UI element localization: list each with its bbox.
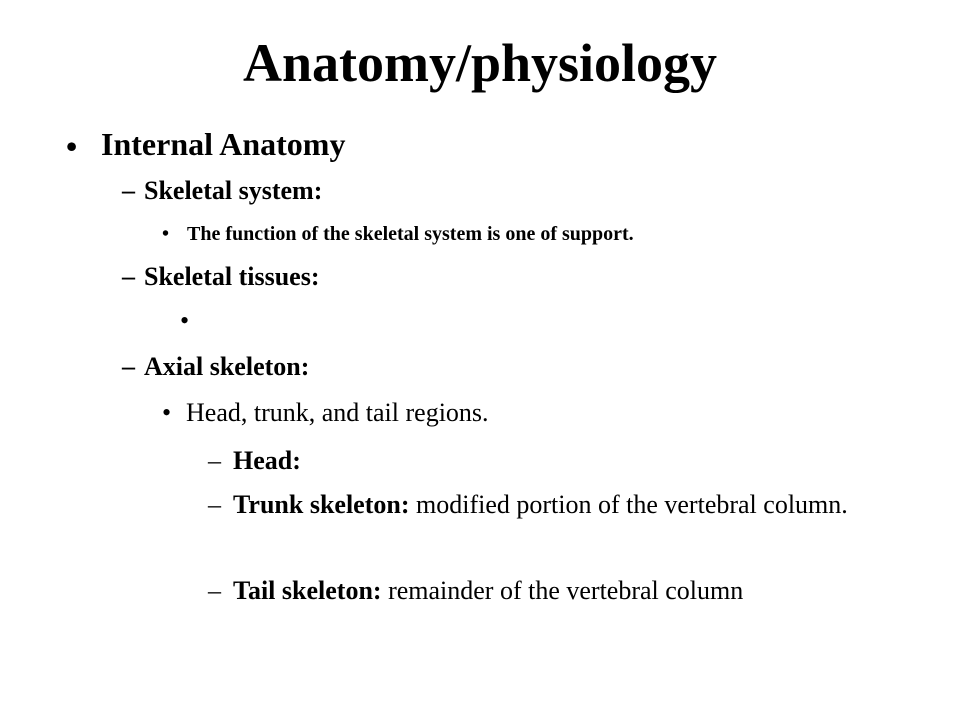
trunk-skeleton-item xyxy=(233,490,893,520)
tail-skeleton-text: remainder of the vertebral column xyxy=(381,576,744,605)
skeletal-system-heading: Skeletal system: xyxy=(144,176,323,205)
skeletal-tissues-heading: Skeletal tissues: xyxy=(144,262,320,291)
section-heading: Internal Anatomy xyxy=(101,126,346,162)
axial-skeleton-heading: Axial skeleton: xyxy=(144,352,310,381)
head-item xyxy=(233,446,301,476)
skeletal-function-text: The function of the skeletal system is one of support. xyxy=(187,223,634,245)
head-label: Head: xyxy=(233,446,301,475)
dash-marker: – xyxy=(208,490,221,519)
dash-marker: – xyxy=(122,352,135,381)
trunk-skeleton-label: Trunk skeleton: xyxy=(233,490,410,519)
dash-marker: – xyxy=(208,446,221,475)
trunk-skeleton-text: modified portion of the vertebral column. xyxy=(409,490,848,519)
bullet-marker: • xyxy=(162,223,170,245)
axial-regions-text: Head, trunk, and tail regions. xyxy=(186,398,489,427)
dash-marker: – xyxy=(122,262,135,291)
bullet-marker: • xyxy=(162,398,172,427)
dash-marker: – xyxy=(122,176,135,205)
dash-marker: – xyxy=(208,576,221,605)
bullet-marker: • xyxy=(66,128,78,164)
tail-skeleton-item xyxy=(233,576,743,606)
tail-skeleton-label: Tail skeleton: xyxy=(233,576,382,605)
empty-bullet-marker: • xyxy=(180,306,190,335)
slide-title: Anatomy/physiology xyxy=(242,33,718,93)
